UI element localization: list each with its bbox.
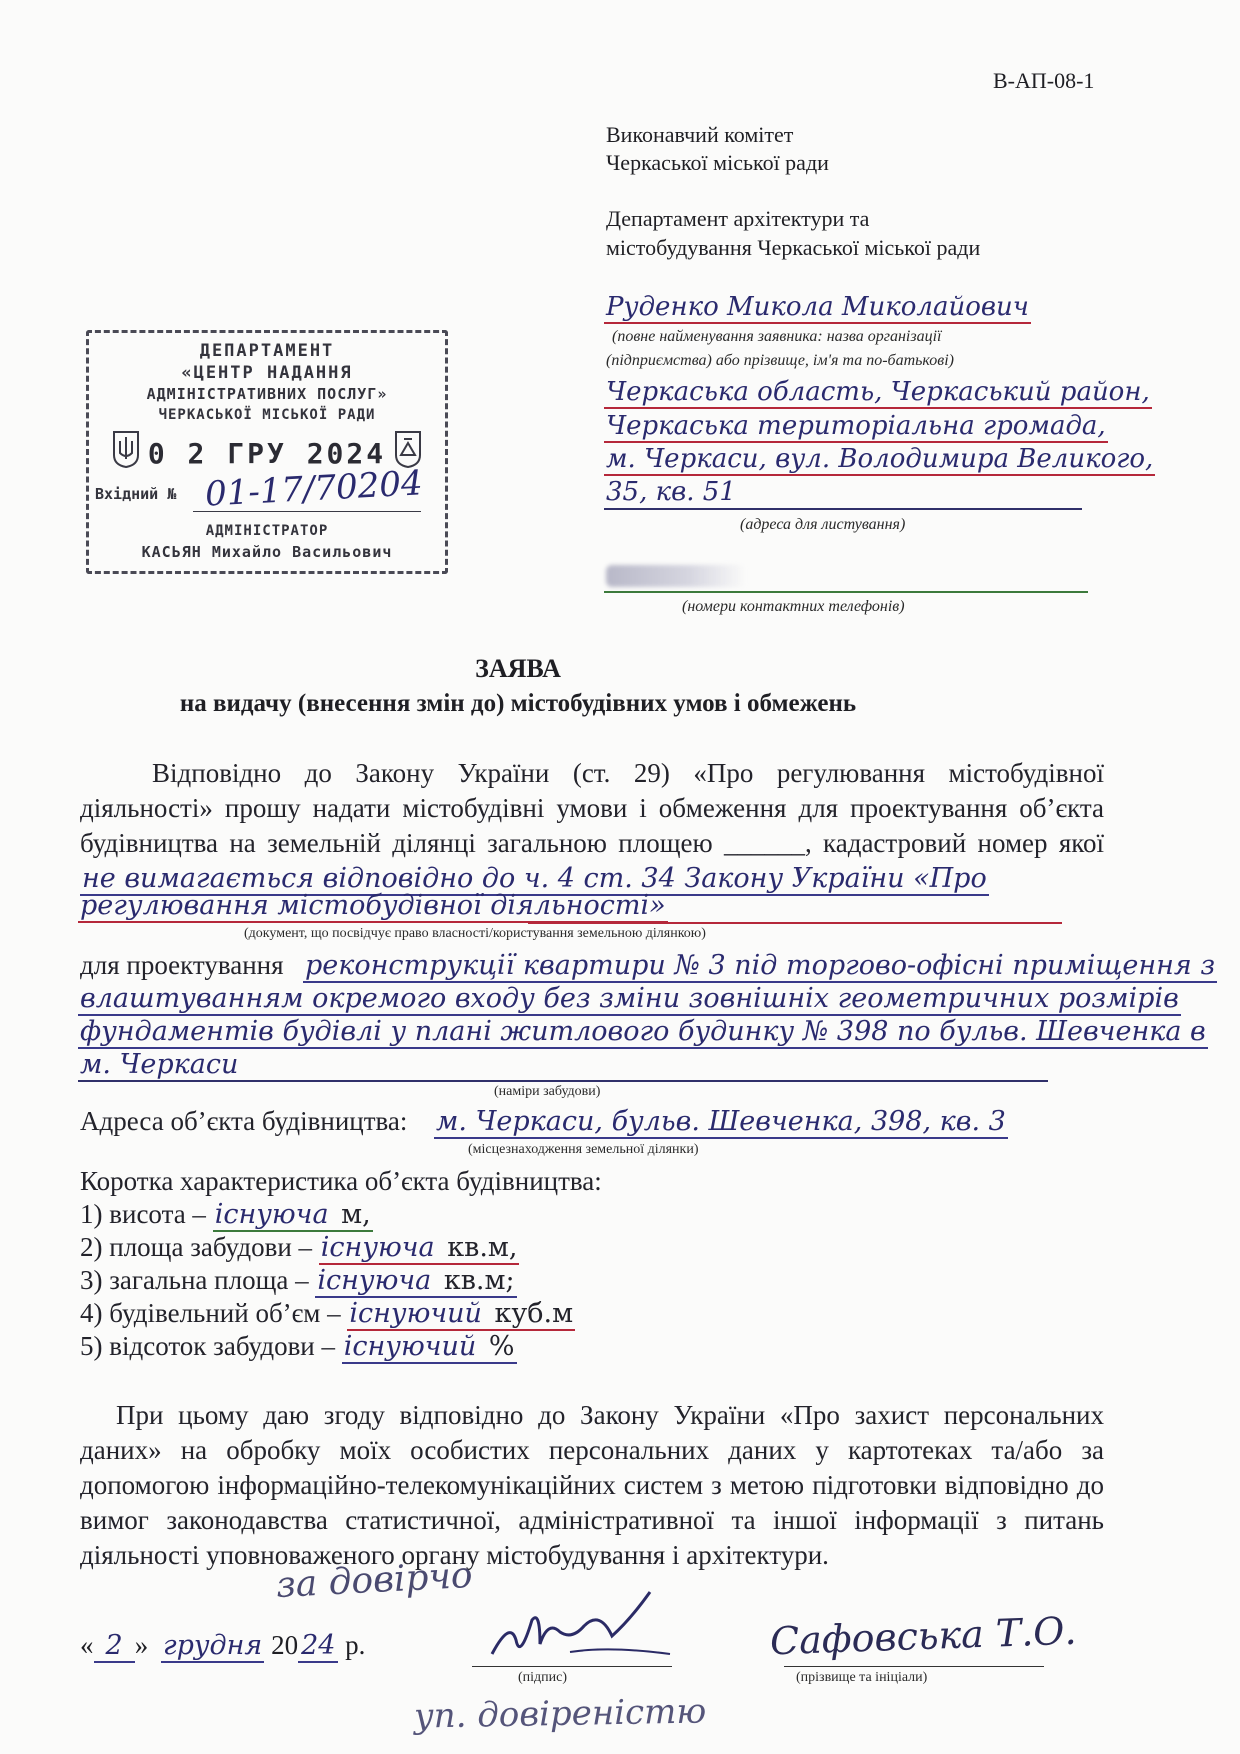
characteristics-title: Коротка характеристика об’єкта будівництва: [80, 1166, 602, 1196]
consent-paragraph: При цьому даю згоду відповідно до Закону України «Про захист персональних даних» на обробку моїх особистих персональних даних у картотеках та/або за допомогою інформаційно-телекомунікаційних систем з метою підготовки відповідно до вимог законодавства статистичної, адміністративної та іншої інформації з питань діяльності уповноваженого органу містобудування і архітектури. [80, 1400, 1104, 1570]
stamp-date: 0 2 ГРУ 2024 [147, 437, 387, 470]
characteristic-coverage-value: існуючий [343, 1331, 477, 1362]
address-line-4-underline [604, 508, 1082, 510]
characteristic-built-area-value: існуюча [320, 1232, 435, 1263]
purpose-hint: (наміри забудови) [494, 1084, 601, 1099]
handwritten-note-trust: за довірчо [275, 1554, 474, 1607]
form-code: В-АП-08-1 [993, 68, 1095, 93]
addressee-line-4: містобудування Черкаської міської ради [606, 235, 981, 260]
characteristic-volume-unit: куб.м [485, 1298, 574, 1329]
paragraph-request-text: Відповідно до Закону України (ст. 29) «Про регулювання містобудівної діяльності» прошу надати містобудівні умови і обмеження для проектування об’єкта будівництва на земельній ділянці загальною площею ______, кадастровий номер якої [80, 758, 1104, 858]
date-line [80, 1630, 365, 1661]
characteristic-coverage [80, 1331, 517, 1362]
stamp-administrator: КАСЬЯН Михайло Васильович [141, 543, 393, 561]
applicant-address-line-4: 35, кв. 51 [606, 477, 736, 507]
addressee-line-1: Виконавчий комітет [606, 122, 794, 147]
applicant-name: Руденко Микола Миколайович [606, 292, 1029, 322]
stamp-line-3: АДМІНІСТРАТИВНИХ ПОСЛУГ» [146, 385, 388, 403]
characteristic-built-area [80, 1232, 519, 1263]
characteristic-total-area-unit: кв.м; [435, 1265, 515, 1296]
applicant-signature [480, 1580, 680, 1680]
characteristic-height-label: 1) висота – [80, 1199, 213, 1229]
cadastral-note-line-1: не вимагається відповідно до ч. 4 ст. 34 Закону України «Про [82, 863, 987, 894]
ownership-document-hint: (документ, що посвідчує право власності/користування земельною ділянкою) [244, 926, 706, 941]
name-hint: (прізвище та ініціали) [796, 1670, 928, 1685]
date-month: грудня [162, 1630, 263, 1661]
characteristic-height-value: існуюча [214, 1199, 329, 1230]
characteristic-total-area [80, 1265, 517, 1296]
purpose-line-2: влаштуванням окремого входу без зміни зовнішніх геометричних розмірів [80, 983, 1179, 1014]
object-address-label: Адреса об’єкта будівництва: [80, 1106, 408, 1136]
cadastral-note-underline [528, 922, 1062, 924]
signature-underline [472, 1666, 672, 1667]
characteristic-coverage-unit: % [480, 1331, 515, 1362]
applicant-name-hint-1: (повне найменування заявника: назва організації [612, 328, 942, 345]
characteristic-height [80, 1199, 373, 1230]
purpose-label: для проектування [80, 950, 284, 980]
handwritten-note-power-of-attorney: уп. довіреністю [413, 1691, 707, 1737]
applicant-address-line-2: Черкаська територіальна громада, [606, 411, 1106, 441]
redacted-phone-mark [606, 565, 746, 587]
characteristic-coverage-label: 5) відсоток забудови – [80, 1331, 342, 1361]
stamp-line-1: ДЕПАРТАМЕНТ [199, 341, 335, 361]
applicant-phone-hint: (номери контактних телефонів) [682, 598, 905, 615]
characteristic-volume [80, 1298, 575, 1329]
applicant-address-line-1: Черкаська область, Черкаський район, [606, 377, 1150, 407]
applicant-address-hint: (адреса для листування) [740, 516, 906, 533]
paragraph-request [80, 756, 1104, 896]
characteristic-height-unit: м, [332, 1199, 371, 1230]
purpose-line-1: реконструкції квартири № 3 під торгово-офісні приміщення з [305, 950, 1216, 981]
addressee-line-2: Черкаської міської ради [606, 150, 829, 175]
characteristic-volume-label: 4) будівельний об’єм – [80, 1298, 348, 1328]
date-day: 2 [94, 1630, 135, 1663]
characteristic-total-area-value: існуюча [317, 1265, 432, 1296]
purpose-line-4-underline [78, 1080, 1048, 1082]
handwritten-signer-name: Сафовська Т.О. [769, 1608, 1078, 1664]
registration-stamp [86, 330, 448, 574]
purpose-line-4: м. Черкаси [80, 1049, 239, 1080]
stamp-number-underline [193, 511, 421, 512]
phone-underline [604, 591, 1088, 593]
applicant-name-hint-2: (підприємства) або прізвище, ім'я та по-батькові) [606, 352, 954, 369]
cadastral-note-line-2: регулювання містобудівної діяльності» [80, 890, 666, 921]
date-year-suffix: 24 [298, 1630, 338, 1663]
characteristic-built-area-unit: кв.м, [438, 1232, 518, 1263]
stamp-role: АДМІНІСТРАТОР [205, 523, 329, 539]
date-quote-open: « [80, 1630, 94, 1660]
object-address-value: м. Черкаси, бульв. Шевченка, 398, кв. 3 [436, 1106, 1006, 1137]
stamp-line-2: «ЦЕНТР НАДАННЯ [181, 363, 353, 383]
name-underline [784, 1666, 1044, 1667]
signature-hint: (підпис) [518, 1670, 568, 1685]
characteristic-total-area-label: 3) загальна площа – [80, 1265, 316, 1295]
purpose-line-3: фундаментів будівлі у плані житлового будинку № 398 по бульв. Шевченка в [80, 1016, 1206, 1047]
date-year-end: р. [338, 1630, 366, 1660]
document-subtitle: на видачу (внесення змін до) містобудівних умов і обмежень [179, 690, 857, 717]
stamp-incoming-label: Вхідний № [95, 485, 177, 503]
date-quote-close: » [134, 1630, 149, 1660]
document-title: ЗАЯВА [475, 654, 561, 683]
object-address-hint: (місцезнаходження земельної ділянки) [468, 1142, 699, 1157]
date-year-prefix: 20 [271, 1630, 299, 1660]
stamp-incoming-number: 01-17/70204 [204, 463, 424, 515]
applicant-address-line-3: м. Черкаси, вул. Володимира Великого, [606, 444, 1154, 474]
characteristic-volume-value: існуючий [349, 1298, 482, 1329]
addressee-line-3: Департамент архітектури та [606, 206, 870, 231]
stamp-line-4: ЧЕРКАСЬКОЇ МІСЬКОЇ РАДИ [158, 407, 376, 423]
characteristic-built-area-label: 2) площа забудови – [80, 1232, 319, 1262]
